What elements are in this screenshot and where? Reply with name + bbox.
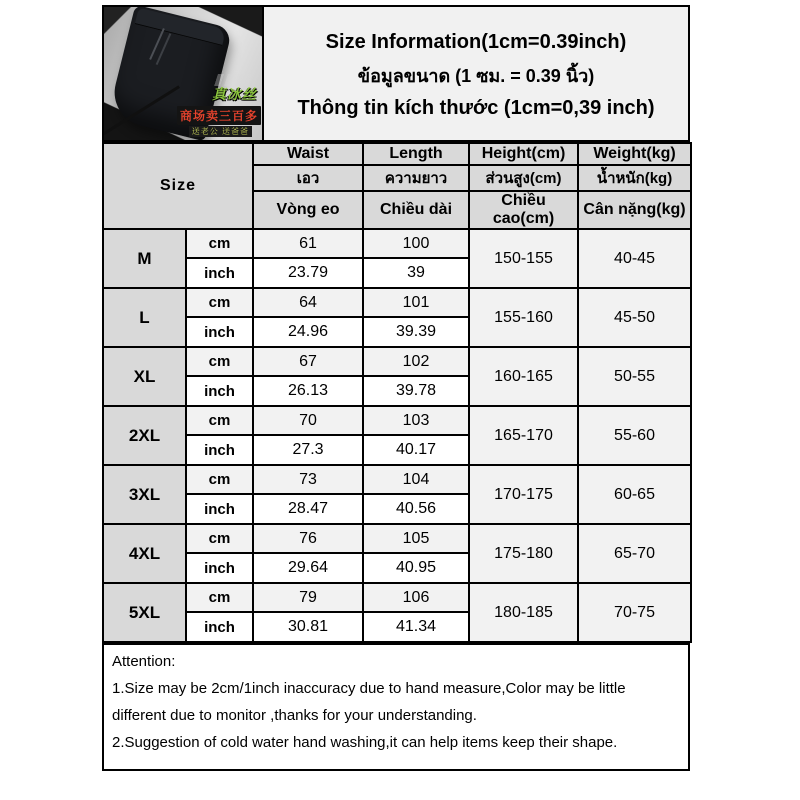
- length-cm-value: 101: [363, 288, 469, 317]
- length-header-en: Length: [363, 143, 469, 165]
- length-cm-value: 104: [363, 465, 469, 494]
- weight-value: 50-55: [578, 347, 691, 406]
- unit-inch-label: inch: [186, 376, 253, 406]
- unit-inch-label: inch: [186, 317, 253, 347]
- length-inch-value: 40.95: [363, 553, 469, 583]
- waist-inch-value: 27.3: [253, 435, 363, 465]
- waist-inch-value: 28.47: [253, 494, 363, 524]
- attention-notes: [102, 643, 690, 771]
- waist-inch-value: 24.96: [253, 317, 363, 347]
- size-table: [102, 142, 692, 643]
- length-inch-value: 40.56: [363, 494, 469, 524]
- waist-header-th: เอว: [253, 165, 363, 191]
- height-value: 150-155: [469, 229, 578, 288]
- height-value: 175-180: [469, 524, 578, 583]
- page-title-en: Size Information(1cm=0.39inch): [325, 31, 627, 53]
- weight-value: 70-75: [578, 583, 691, 642]
- waist-inch-value: 23.79: [253, 258, 363, 288]
- weight-header-vi: Cân nặng(kg): [578, 191, 691, 229]
- height-header-en: Height(cm): [469, 143, 578, 165]
- unit-cm-label: cm: [186, 583, 253, 612]
- unit-inch-label: inch: [186, 553, 253, 583]
- size-label: 2XL: [103, 406, 186, 465]
- length-inch-value: 39.39: [363, 317, 469, 347]
- unit-inch-label: inch: [186, 435, 253, 465]
- waist-cm-value: 76: [253, 524, 363, 553]
- height-value: 155-160: [469, 288, 578, 347]
- photo-green-label: 真冰丝: [212, 86, 257, 102]
- length-inch-value: 40.17: [363, 435, 469, 465]
- table-row: [103, 465, 691, 494]
- weight-header-en: Weight(kg): [578, 143, 691, 165]
- weight-header-th: น้ำหนัก(kg): [578, 165, 691, 191]
- header-section: [102, 5, 690, 142]
- unit-cm-label: cm: [186, 229, 253, 258]
- size-column-header: Size: [103, 143, 253, 229]
- unit-cm-label: cm: [186, 347, 253, 376]
- length-cm-value: 102: [363, 347, 469, 376]
- unit-inch-label: inch: [186, 494, 253, 524]
- size-chart: [102, 5, 690, 771]
- length-cm-value: 106: [363, 583, 469, 612]
- header-row-en: [103, 143, 691, 165]
- unit-cm-label: cm: [186, 406, 253, 435]
- weight-value: 40-45: [578, 229, 691, 288]
- unit-cm-label: cm: [186, 288, 253, 317]
- length-inch-value: 39: [363, 258, 469, 288]
- length-header-vi: Chiều dài: [363, 191, 469, 229]
- length-cm-value: 100: [363, 229, 469, 258]
- height-header-vi: Chiều cao(cm): [469, 191, 578, 229]
- table-row: [103, 288, 691, 317]
- unit-cm-label: cm: [186, 524, 253, 553]
- length-inch-value: 39.78: [363, 376, 469, 406]
- table-row: [103, 347, 691, 376]
- table-row: [103, 229, 691, 258]
- attention-title: Attention:: [112, 653, 176, 670]
- table-row: [103, 524, 691, 553]
- size-label: M: [103, 229, 186, 288]
- size-label: 4XL: [103, 524, 186, 583]
- size-label: XL: [103, 347, 186, 406]
- waist-inch-value: 26.13: [253, 376, 363, 406]
- table-row: [103, 406, 691, 435]
- photo-small-label: 送老公 送爸爸: [189, 126, 252, 137]
- page-title-th: ข้อมูลขนาด (1 ซม. = 0.39 นิ้ว): [357, 66, 595, 86]
- height-value: 160-165: [469, 347, 578, 406]
- height-value: 180-185: [469, 583, 578, 642]
- attention-item: 1.Size may be 2cm/1inch inaccuracy due to hand measure,Color may be little different due to monitor ,thanks for your understanding.: [112, 680, 626, 724]
- product-photo: [104, 7, 264, 140]
- weight-value: 60-65: [578, 465, 691, 524]
- size-label: 5XL: [103, 583, 186, 642]
- size-label: 3XL: [103, 465, 186, 524]
- photo-red-label: 商场卖三百多: [177, 106, 261, 125]
- waist-cm-value: 64: [253, 288, 363, 317]
- waist-header-en: Waist: [253, 143, 363, 165]
- waist-header-vi: Vòng eo: [253, 191, 363, 229]
- waist-cm-value: 73: [253, 465, 363, 494]
- table-row: [103, 583, 691, 612]
- size-label: L: [103, 288, 186, 347]
- unit-inch-label: inch: [186, 258, 253, 288]
- length-header-th: ความยาว: [363, 165, 469, 191]
- waist-cm-value: 79: [253, 583, 363, 612]
- waist-cm-value: 61: [253, 229, 363, 258]
- waist-inch-value: 30.81: [253, 612, 363, 642]
- length-inch-value: 41.34: [363, 612, 469, 642]
- waist-cm-value: 70: [253, 406, 363, 435]
- weight-value: 65-70: [578, 524, 691, 583]
- unit-cm-label: cm: [186, 465, 253, 494]
- page-title-vi: Thông tin kích thước (1cm=0,39 inch): [297, 97, 655, 119]
- waist-inch-value: 29.64: [253, 553, 363, 583]
- length-cm-value: 105: [363, 524, 469, 553]
- height-header-th: ส่วนสูง(cm): [469, 165, 578, 191]
- waist-cm-value: 67: [253, 347, 363, 376]
- height-value: 165-170: [469, 406, 578, 465]
- height-value: 170-175: [469, 465, 578, 524]
- unit-inch-label: inch: [186, 612, 253, 642]
- length-cm-value: 103: [363, 406, 469, 435]
- attention-item: 2.Suggestion of cold water hand washing,it can help items keep their shape.: [112, 734, 618, 751]
- weight-value: 55-60: [578, 406, 691, 465]
- title-block: [264, 7, 688, 140]
- weight-value: 45-50: [578, 288, 691, 347]
